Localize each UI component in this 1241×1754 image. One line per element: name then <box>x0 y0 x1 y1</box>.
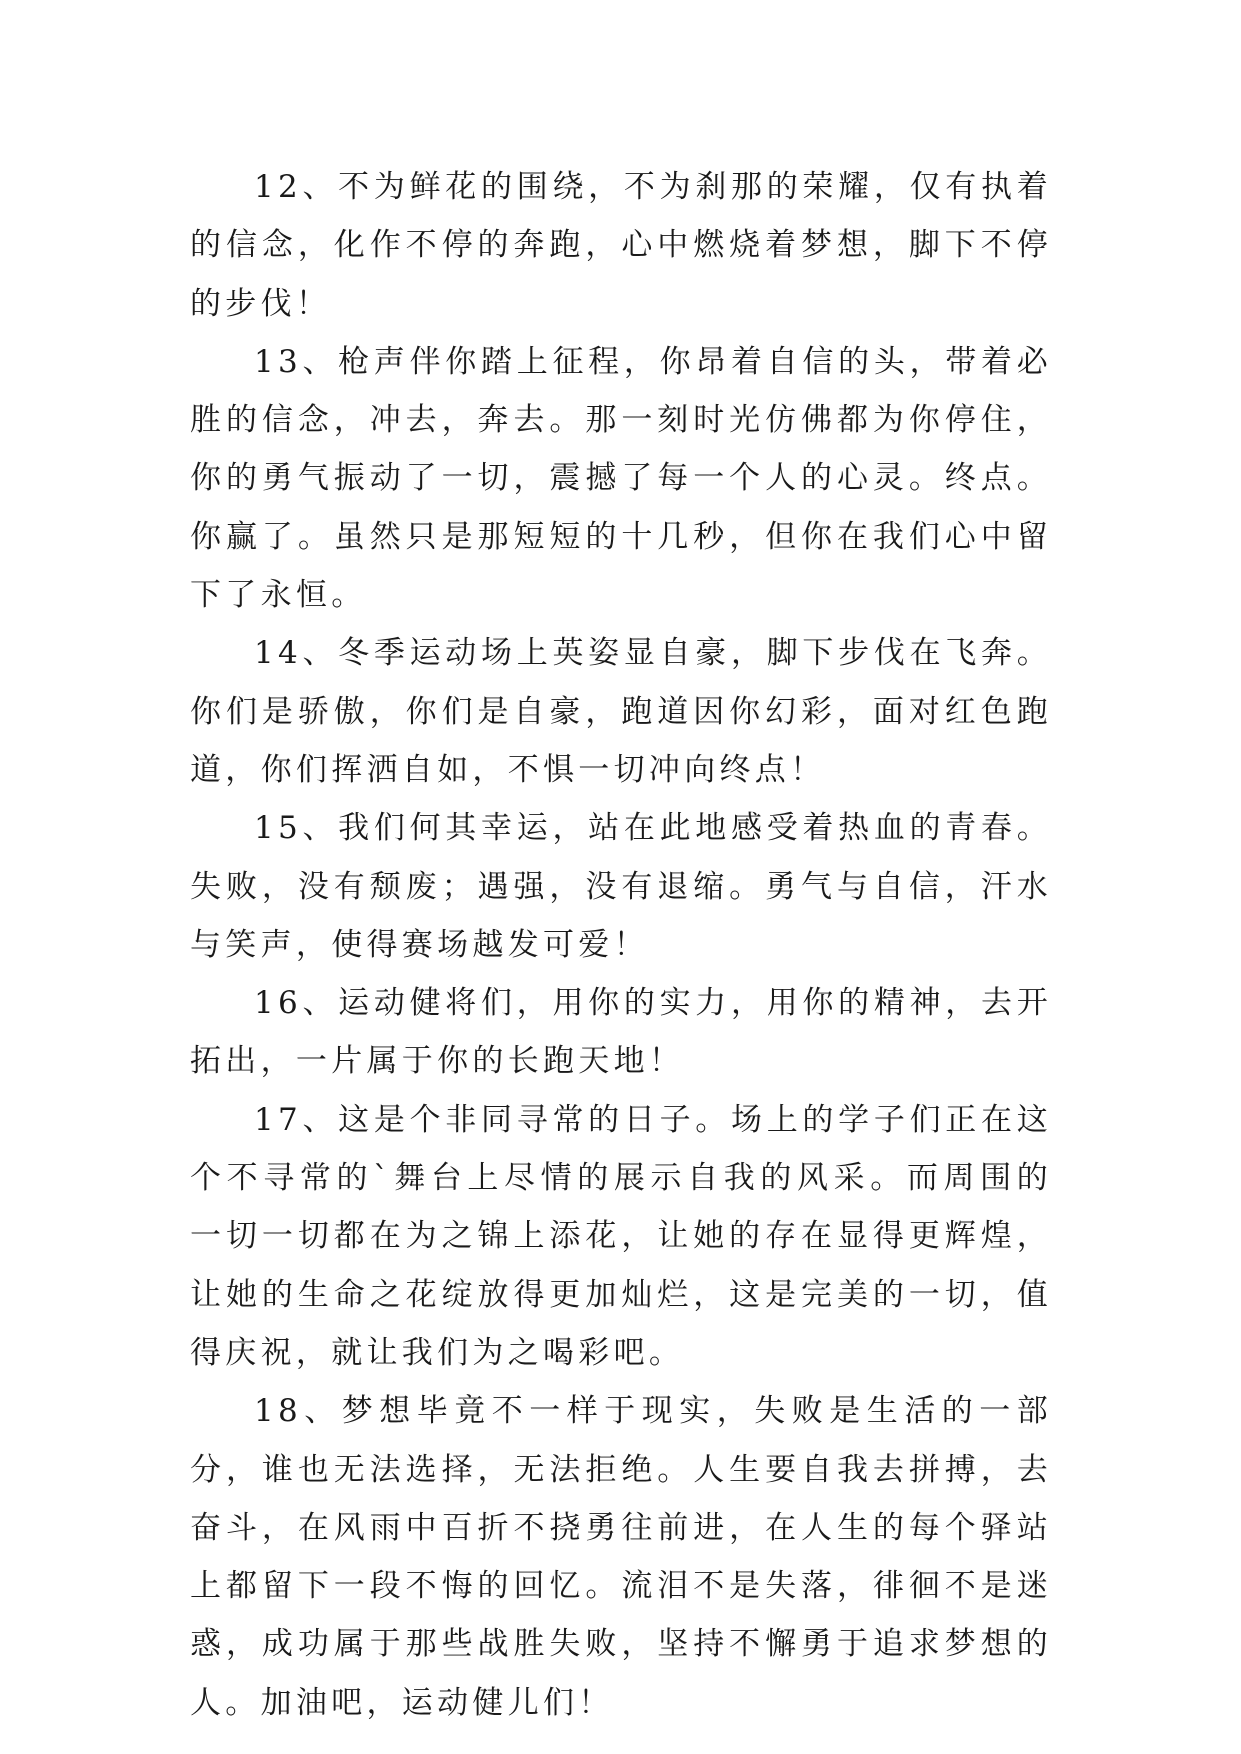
document-body <box>190 158 1052 1732</box>
paragraph-17: 17、这是个非同寻常的日子。场上的学子们正在这个不寻常的`舞台上尽情的展示自我的风采。而周围的一切一切都在为之锦上添花，让她的存在显得更辉煌，让她的生命之花绽放得更加灿烂，这是完美的一切，值得庆祝，就让我们为之喝彩吧。 <box>190 1101 1052 1371</box>
paragraph-14: 14、冬季运动场上英姿显自豪，脚下步伐在飞奔。你们是骄傲，你们是自豪，跑道因你幻彩，面对红色跑道，你们挥洒自如，不惧一切冲向终点！ <box>190 635 1052 788</box>
paragraph-13: 13、枪声伴你踏上征程，你昂着自信的头，带着必胜的信念，冲去，奔去。那一刻时光仿佛都为你停住，你的勇气振动了一切，震撼了每一个人的心灵。终点。你赢了。虽然只是那短短的十几秒，但你在我们心中留下了永恒。 <box>190 343 1052 614</box>
paragraph-18: 18、梦想毕竟不一样于现实，失败是生活的一部分，谁也无法选择，无法拒绝。人生要自我去拼搏，去奋斗，在风雨中百折不挠勇往前进，在人生的每个驿站上都留下一段不悔的回忆。流泪不是失落，徘徊不是迷惑，成功属于那些战胜失败，坚持不懈勇于追求梦想的人。加油吧，运动健儿们！ <box>190 1393 1052 1721</box>
paragraph-12: 12、不为鲜花的围绕，不为刹那的荣耀，仅有执着的信念，化作不停的奔跑，心中燃烧着梦想，脚下不停的步伐！ <box>190 169 1052 322</box>
paragraph-15: 15、我们何其幸运，站在此地感受着热血的青春。失败，没有颓废；遇强，没有退缩。勇气与自信，汗水与笑声，使得赛场越发可爱！ <box>190 810 1052 963</box>
paragraph-16: 16、运动健将们，用你的实力，用你的精神，去开拓出，一片属于你的长跑天地！ <box>190 985 1052 1080</box>
